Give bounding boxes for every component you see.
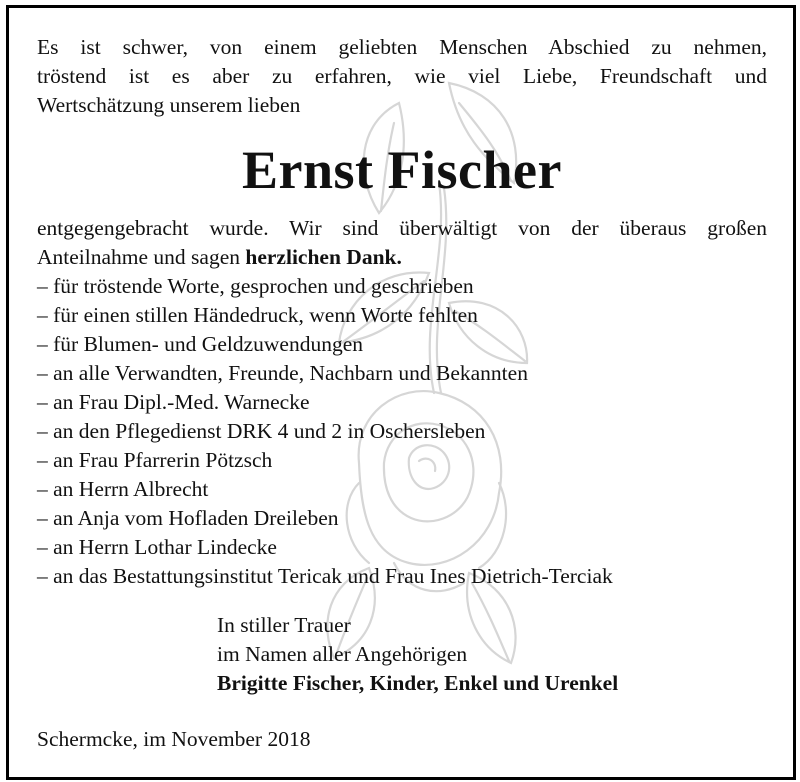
place-date: Schermcke, im November 2018 (37, 727, 311, 751)
intro-line-2: tröstend ist es aber zu erfahren, wie viel Liebe, Freundschaft und (37, 64, 767, 88)
thanks-line-2 (37, 243, 767, 272)
deceased-name: Ernst Fischer (242, 140, 562, 200)
signature-names: Brigitte Fischer, Kinder, Enkel und Urenkel (217, 671, 619, 695)
thanks-list (37, 272, 767, 591)
list-item: – an Frau Pfarrerin Pötzsch (37, 448, 273, 472)
intro-line-3: Wertschätzung unserem lieben (37, 93, 301, 117)
signature-line-1: In stiller Trauer (217, 613, 351, 637)
signature-line-2: im Namen aller Angehörigen (217, 642, 468, 666)
intro-line-1: Es ist schwer, von einem geliebten Menschen Abschied zu nehmen, (37, 35, 767, 59)
obituary-card (6, 5, 796, 780)
list-item: – für einen stillen Händedruck, wenn Worte fehlten (37, 303, 478, 327)
list-item: – an Herrn Albrecht (37, 477, 209, 501)
list-item: – für Blumen- und Geldzuwendungen (37, 332, 364, 356)
list-item: – an alle Verwandten, Freunde, Nachbarn und Bekannten (37, 361, 528, 385)
thanks-line-2-text: Anteilnahme und sagen (37, 245, 246, 269)
list-item: – an das Bestattungsinstitut Tericak und Frau Ines Dietrich-Terciak (37, 564, 613, 588)
list-item: – an Herrn Lothar Lindecke (37, 535, 277, 559)
list-item: – an Frau Dipl.-Med. Warnecke (37, 390, 310, 414)
signature-block (217, 611, 767, 698)
list-item: – für tröstende Worte, gesprochen und geschrieben (37, 274, 474, 298)
obituary-text (37, 33, 767, 698)
intro-paragraph (37, 33, 767, 120)
thanks-emphasis: herzlichen Dank. (245, 245, 402, 269)
thanks-paragraph (37, 214, 767, 272)
thanks-line-1: entgegengebracht wurde. Wir sind überwältigt von der überaus großen (37, 216, 767, 240)
list-item: – an den Pflegedienst DRK 4 und 2 in Oschersleben (37, 419, 486, 443)
list-item: – an Anja vom Hofladen Dreileben (37, 506, 339, 530)
